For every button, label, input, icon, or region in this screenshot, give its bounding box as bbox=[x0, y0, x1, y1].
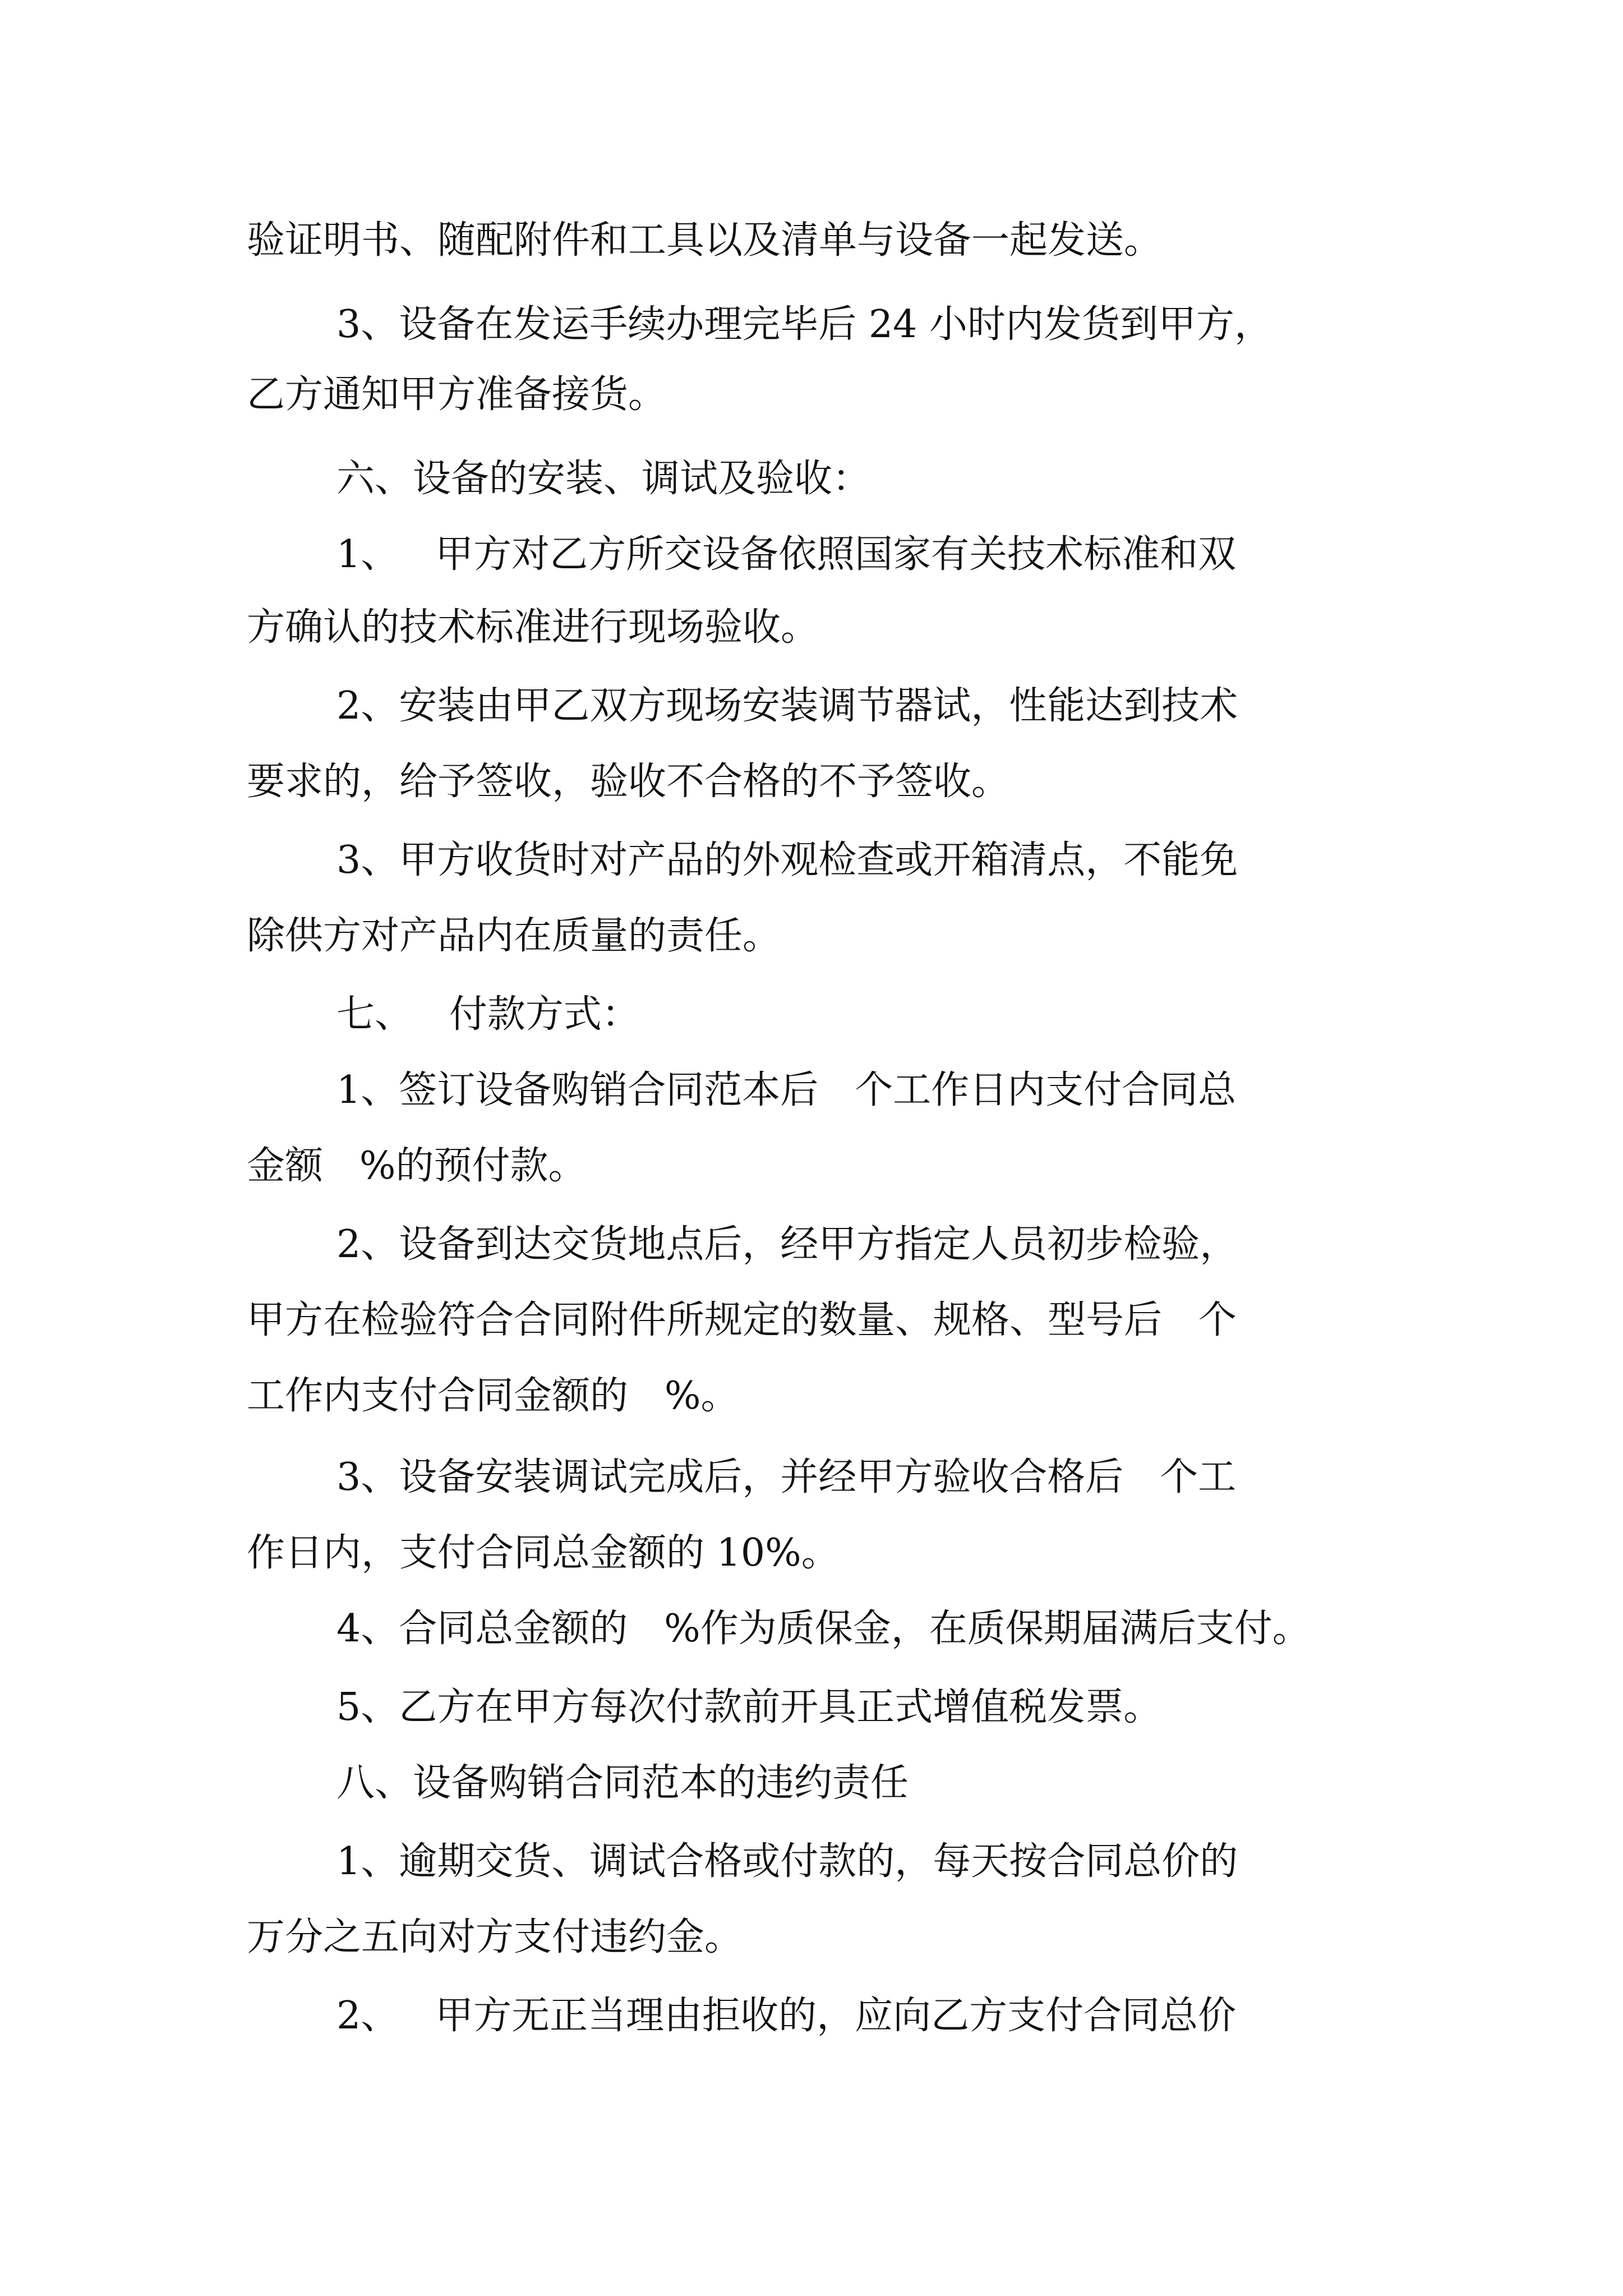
text-line: 金额 %的预付款。 bbox=[247, 1144, 587, 1188]
text-line: 甲方在检验符合合同附件所规定的数量、规格、型号后 个 bbox=[247, 1298, 1237, 1342]
text-line: 要求的，给予签收，验收不合格的不予签收。 bbox=[247, 760, 1010, 804]
text-line: 作日内，支付合同总金额的 10%。 bbox=[247, 1531, 840, 1575]
text-line: 乙方通知甲方准备接货。 bbox=[247, 372, 667, 417]
text-line: 3、设备安装调试完成后，并经甲方验收合格后 个工 bbox=[336, 1455, 1237, 1499]
text-line: 5、乙方在甲方每次付款前开具正式增值税发票。 bbox=[336, 1685, 1162, 1729]
text-line: 验证明书、随配附件和工具以及清单与设备一起发送。 bbox=[247, 218, 1163, 263]
section-heading: 八、设备购销合同范本的违约责任 bbox=[336, 1761, 909, 1805]
text-line: 4、合同总金额的 %作为质保金，在质保期届满后支付。 bbox=[336, 1607, 1311, 1651]
text-line: 万分之五向对方支付违约金。 bbox=[247, 1915, 743, 1959]
text-line: 工作内支付合同金额的 %。 bbox=[247, 1374, 739, 1418]
text-line: 2、设备到达交货地点后，经甲方指定人员初步检验， bbox=[336, 1222, 1238, 1267]
section-heading: 七、 付款方式： bbox=[336, 992, 640, 1037]
text-line: 2、安装由甲乙双方现场安装调节器试，性能达到技术 bbox=[336, 684, 1238, 728]
text-line: 1、逾期交货、调试合格或付款的，每天按合同总价的 bbox=[336, 1839, 1238, 1884]
text-line: 1、签订设备购销合同范本后 个工作日内支付合同总 bbox=[336, 1068, 1237, 1112]
text-line: 3、设备在发运手续办理完毕后 24 小时内发货到甲方， bbox=[336, 302, 1273, 347]
text-line: 方确认的技术标准进行现场验收。 bbox=[247, 605, 819, 650]
text-line: 除供方对产品内在质量的责任。 bbox=[247, 914, 781, 958]
text-line: 1、 甲方对乙方所交设备依照国家有关技术标准和双 bbox=[336, 532, 1237, 577]
text-line: 3、甲方收货时对产品的外观检查或开箱清点，不能免 bbox=[336, 838, 1238, 882]
text-line: 2、 甲方无正当理由拒收的，应向乙方支付合同总价 bbox=[336, 1994, 1237, 2038]
section-heading: 六、设备的安装、调试及验收： bbox=[336, 457, 871, 501]
